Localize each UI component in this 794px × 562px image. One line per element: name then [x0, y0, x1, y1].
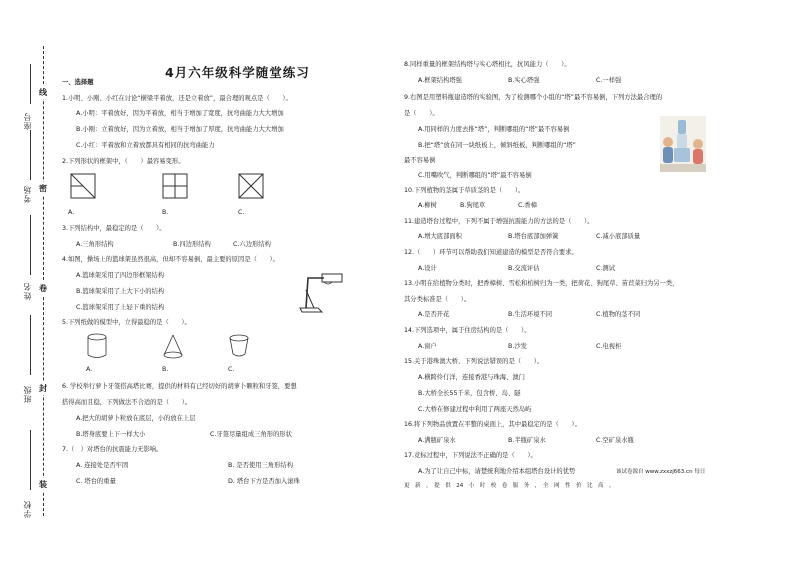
option: A.三角形结构	[76, 241, 114, 248]
frame-b-figure	[162, 173, 188, 199]
question-8: 8.同样重量的框架结构塔与实心塔相比，抗风能力（ ）。	[404, 61, 571, 68]
option: B.半瓶矿泉水	[508, 437, 546, 444]
option: B.塔台底部加弹簧	[508, 233, 559, 240]
option-label: A.	[68, 209, 75, 216]
option: A.篮球架采用了四边形框架结构	[76, 272, 165, 279]
option-label: B.	[162, 209, 169, 216]
option: B.把“塔”放在同一块纸板上，倾斜纸板，判断哪组的“塔”	[418, 142, 576, 149]
option: C.一样强	[596, 77, 622, 84]
frame-a-figure	[70, 173, 96, 199]
exam-room-underline	[30, 130, 31, 180]
seal-char: 封	[39, 384, 47, 393]
option: C.减小底部质量	[596, 233, 641, 240]
binding-dashed-line	[43, 46, 44, 516]
cylinder-model-figure	[86, 333, 108, 359]
option: A.柳树	[418, 202, 437, 209]
page-title: 4月六年级科学随堂练习	[165, 65, 310, 80]
question-1: 1.小明、小刚、小红在讨论“横梁平着放，还是立着放”，最合理的观点是（ ）。	[62, 95, 292, 102]
option: C.测试	[596, 265, 615, 272]
option: A. 连接处是否牢固	[76, 462, 129, 469]
question-15: 15.关于港珠澳大桥，下列说法错误的是（ ）。	[404, 358, 544, 365]
option: C.大桥在修建过程中利用了两座天然岛屿	[418, 406, 532, 413]
question-10: 10.下列植物的茎属于草质茎的是（ ）。	[404, 187, 525, 194]
option: A.设计	[418, 265, 437, 272]
name-underline	[30, 215, 31, 275]
option: C.植物的茎不同	[596, 311, 641, 318]
option: B.四边形结构	[173, 241, 211, 248]
option: C.六边形结构	[233, 241, 271, 248]
watermark-ad: 该试卷源自 www.zxxzj663.cn 每日	[616, 469, 706, 475]
seal-char: 密	[39, 184, 47, 193]
frame-c-figure	[238, 173, 264, 199]
option: B.篮球架采用了上大下小的结构	[76, 288, 165, 295]
option-label: C.	[228, 366, 235, 373]
option: A.把大的胡萝卜粒放在底层，小的放在上层	[76, 415, 196, 422]
question-6-cont: 搭得高而且稳，下列做法不合适的是（ ）。	[62, 399, 192, 406]
seal-char: 装	[39, 480, 47, 489]
seal-char: 线	[39, 88, 47, 97]
option: B.塔身底要上下一样大小	[76, 431, 146, 438]
question-11: 11.建造塔台过程中，下列不属于增强抗震能力的方法的是（ ）。	[404, 218, 594, 225]
option: B. 是否使用三角形结构	[228, 462, 293, 469]
question-4: 4.如图，操场上的篮球架虽然很高，但却不容易倒，最主要的原因是（ ）。	[62, 256, 279, 263]
exam-room-label: 考场	[23, 185, 32, 203]
name-label: 姓名	[23, 282, 32, 300]
option: D. 塔台下方是否加入滚珠	[228, 478, 300, 485]
basketball-stand-figure	[298, 268, 346, 314]
option: C.篮球架采用了上轻下重的结构	[76, 304, 165, 311]
watermark-ad-cont: 更 新 ， 提 供 24 小 时 校 卷 服 务 ， 全 网 性 价 比 高 。	[404, 483, 615, 489]
option: C.空矿泉水瓶	[596, 437, 634, 444]
seat-underline	[30, 64, 31, 104]
binding-margin	[0, 0, 58, 562]
option: C.电视柜	[596, 343, 622, 350]
option: A.增大底部面积	[418, 233, 462, 240]
option-label: A.	[86, 366, 93, 373]
option: B.小刚：立着放好，因为立着放，相当于增加了厚度，抗弯曲能力大大增加	[76, 126, 284, 133]
question-2: 2.下列形状的框架中，（ ）最容易变形。	[62, 158, 185, 165]
class-underline	[30, 315, 31, 375]
option: A.小明：平着放好，因为平着放，相当于增加了宽度，抗弯曲能力大大增加	[76, 110, 284, 117]
cone-model-figure	[162, 333, 184, 359]
option: C.牙签尽量组成三角形的形状	[210, 431, 292, 438]
option: B.生活环境不同	[508, 311, 553, 318]
question-7: 7.（ ）对塔台的抗震能力无影响。	[62, 446, 163, 453]
option-label: B.	[162, 366, 169, 373]
option: A.是否开花	[418, 311, 450, 318]
question-5: 5.下列纸做的模型中，立得最稳的是（ ）。	[62, 319, 191, 326]
option-label: C.	[238, 209, 245, 216]
option: C.小红：平着放和立着放都具有相同的抗弯曲能力	[76, 142, 215, 149]
option: B.沙发	[508, 343, 527, 350]
option: B.实心塔强	[508, 77, 540, 84]
section-heading: 一、选择题	[62, 79, 94, 86]
question-9: 9.右图是用塑料瓶建造塔的实验图，为了检测哪个小组的“塔”最不容易倒，下列方法最合理的	[404, 94, 663, 101]
question-16: 16.将下列物品放置在平整的桌面上，其中最稳定的是（ ）。	[404, 421, 581, 428]
bottle-tower-photo	[660, 116, 706, 172]
question-6: 6. 学校举行萝卜牙签搭高塔比赛，提供的材料有已经切好的胡萝卜颗粒和牙签，要想	[62, 383, 297, 390]
option: C.用嘴吹气，判断哪组的“塔”最不容易倒	[418, 172, 532, 179]
option-cont: 最不容易倒	[404, 157, 436, 164]
question-12: 12.（ ）环节可以帮助我们知道建造的模型是否符合要求。	[404, 249, 578, 256]
question-9-cont: 是（ ）。	[404, 110, 439, 117]
option: B.大桥全长55千米，包含桥、岛、隧	[418, 390, 521, 397]
option: A.框架结构塔强	[418, 77, 462, 84]
option: C.香樟	[518, 202, 537, 209]
option: A.为了让自己中标，请楚统利地介绍本组塔台设计的优势	[418, 468, 576, 475]
option: C. 塔台的重量	[76, 478, 116, 485]
question-17: 17.竞标过程中，下列说法不正确的是（ ）。	[404, 452, 537, 459]
seal-char: 卷	[39, 284, 47, 293]
seat-label: 座号	[23, 112, 32, 130]
option: A.用同样的力度去推“塔”，判断哪组的“塔”最不容易倒	[418, 126, 570, 133]
question-3: 3.下列结构中，最稳定的是（ ）。	[62, 225, 166, 232]
question-13-cont: 其分类标准是（ ）。	[404, 296, 471, 303]
class-label: 班级	[23, 385, 32, 403]
school-label: 学校	[23, 500, 32, 518]
question-13: 13.小明在给植物分类时，把香樟树、雪松和柏树归为一类，把荷花、狗尾草、苗苣菜归为另一类，	[404, 280, 679, 287]
option: A.横跨伶仃洋，连接香港与珠海、澳门	[418, 374, 525, 381]
school-underline	[30, 430, 31, 490]
cup-model-figure	[228, 333, 250, 359]
option: A.满瓶矿泉水	[418, 437, 456, 444]
option: B.狗尾草	[460, 202, 486, 209]
option: A.窗户	[418, 343, 437, 350]
question-14: 14.下列选项中，属于住房结构的是（ ）。	[404, 327, 531, 334]
option: B.交流评估	[508, 265, 540, 272]
